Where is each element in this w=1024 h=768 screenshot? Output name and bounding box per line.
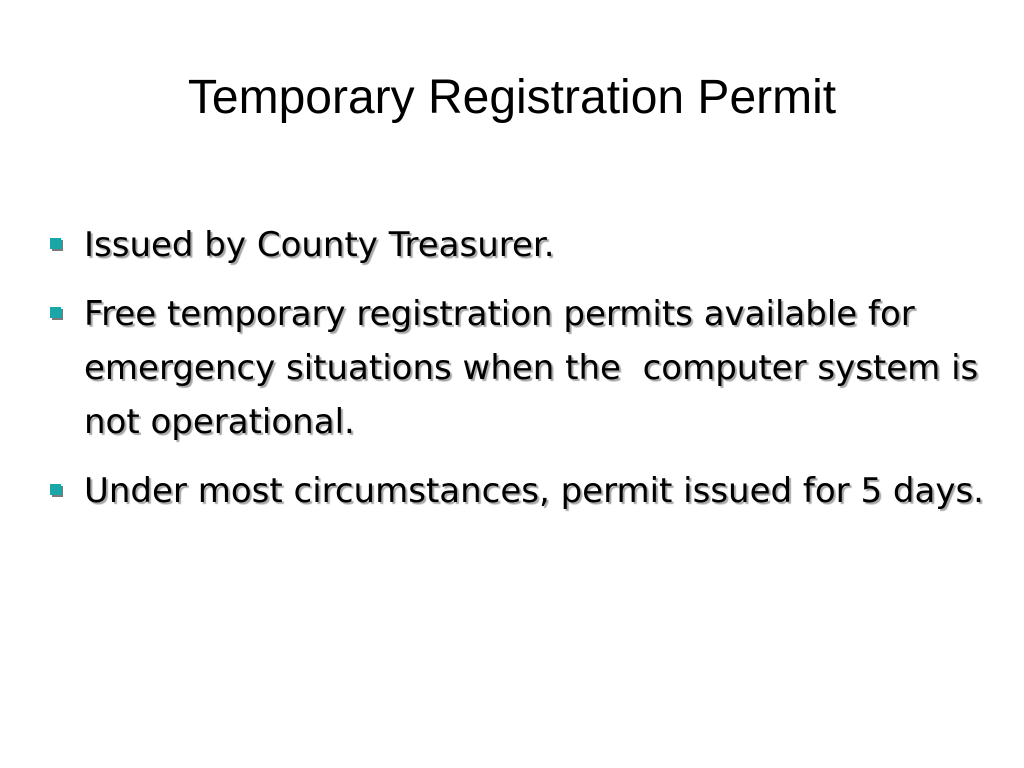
square-bullet-icon (50, 238, 61, 249)
bullet-list (44, 218, 1004, 533)
square-bullet-icon (50, 307, 61, 318)
bullet-item (44, 464, 1004, 518)
bullet-text: Free temporary registration permits available for emergency situations when the computer system is not operational. (84, 294, 990, 442)
square-bullet-icon (50, 484, 61, 495)
slide-title: Temporary Registration Permit (187, 71, 837, 124)
bullet-item (44, 218, 1004, 272)
bullet-item (44, 287, 1004, 449)
bullet-text: Under most circumstances, permit issued for 5 days. (84, 471, 984, 511)
bullet-text: Issued by County Treasurer. (84, 225, 555, 265)
